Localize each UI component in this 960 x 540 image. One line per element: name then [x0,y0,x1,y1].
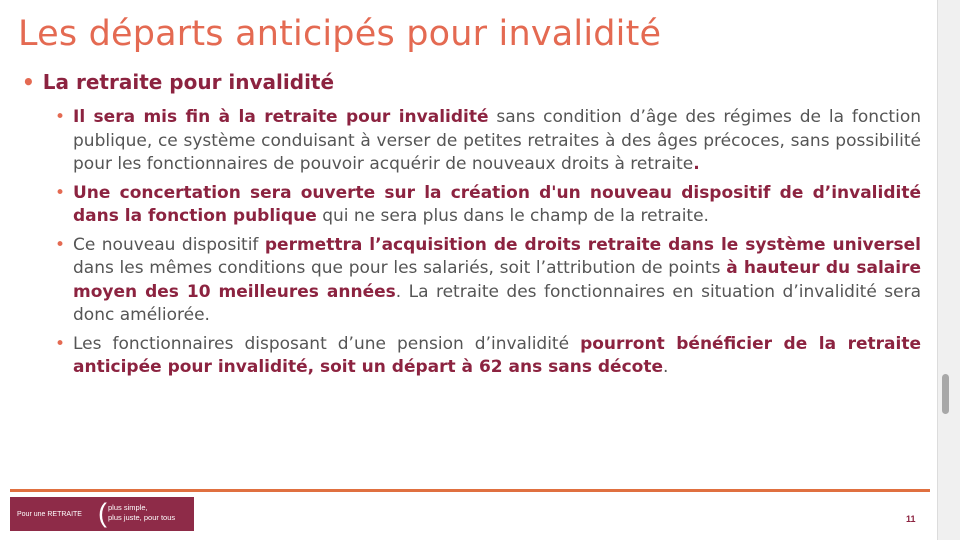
bullet-item [55,333,921,380]
bullet-bold-text: pourront bénéficier de la retraite anticipée pour invalidité, soit un départ à 62 ans sans décote [73,333,921,377]
bullet-text: Ce nouveau dispositif [73,234,265,255]
logo-line-2: plus juste, pour tous [108,513,176,522]
bullet-text: qui ne sera plus dans le champ de la retraite. [316,206,709,226]
section-heading-text: La retraite pour invalidité [42,70,335,94]
bullet-bold-text: Il sera mis fin à la retraite pour invalidité [73,107,489,127]
bullet-bold-text: permettra l’acquisition de droits retraite dans le système universel [264,234,922,255]
bullet-bold-text: à hauteur du salaire moyen des 10 meilleures années [73,258,921,302]
logo-text-right [108,503,175,523]
logo-paren: ( [98,498,107,528]
bullet-bold-text: . [693,154,700,174]
bullet-item [55,234,921,328]
bullet-text: . La retraite des fonctionnaires en situation d’invalidité sera donc améliorée. [73,281,921,325]
bullet-text: . [662,357,669,377]
bullet-bold-text: Une concertation sera ouverte sur la création d'un nouveau dispositif de d’invalidité dans la fonction publique [73,182,921,226]
logo-text-left: Pour une RETRAITE [17,511,82,518]
bullet-text: dans les mêmes conditions que pour les salariés, soit l’attribution de points [73,258,727,278]
bullet-icon: • [22,70,35,94]
bullet-list [55,106,921,385]
logo-line-1: plus simple, [108,503,148,512]
bullet-text: Les fonctionnaires disposant d’une pension d’invalidité [73,333,581,354]
vertical-scrollbar[interactable] [937,0,960,540]
bullet-text: sans condition d’âge des régimes de la fonction publique, ce système conduisant à verser de petites retraites à des âges précoces, sans possibilité pour les fonctionnaires de pouvoir acquérir de nouveaux droits à retraite [73,107,921,174]
retraite-logo [10,497,194,531]
footer-rule [10,489,930,492]
bullet-item [55,106,921,177]
scrollbar-thumb[interactable] [942,374,949,414]
bullet-item [55,182,921,229]
slide-title: Les départs anticipés pour invalidité [18,14,662,54]
section-heading [22,70,334,94]
page-number: 11 [906,514,916,524]
